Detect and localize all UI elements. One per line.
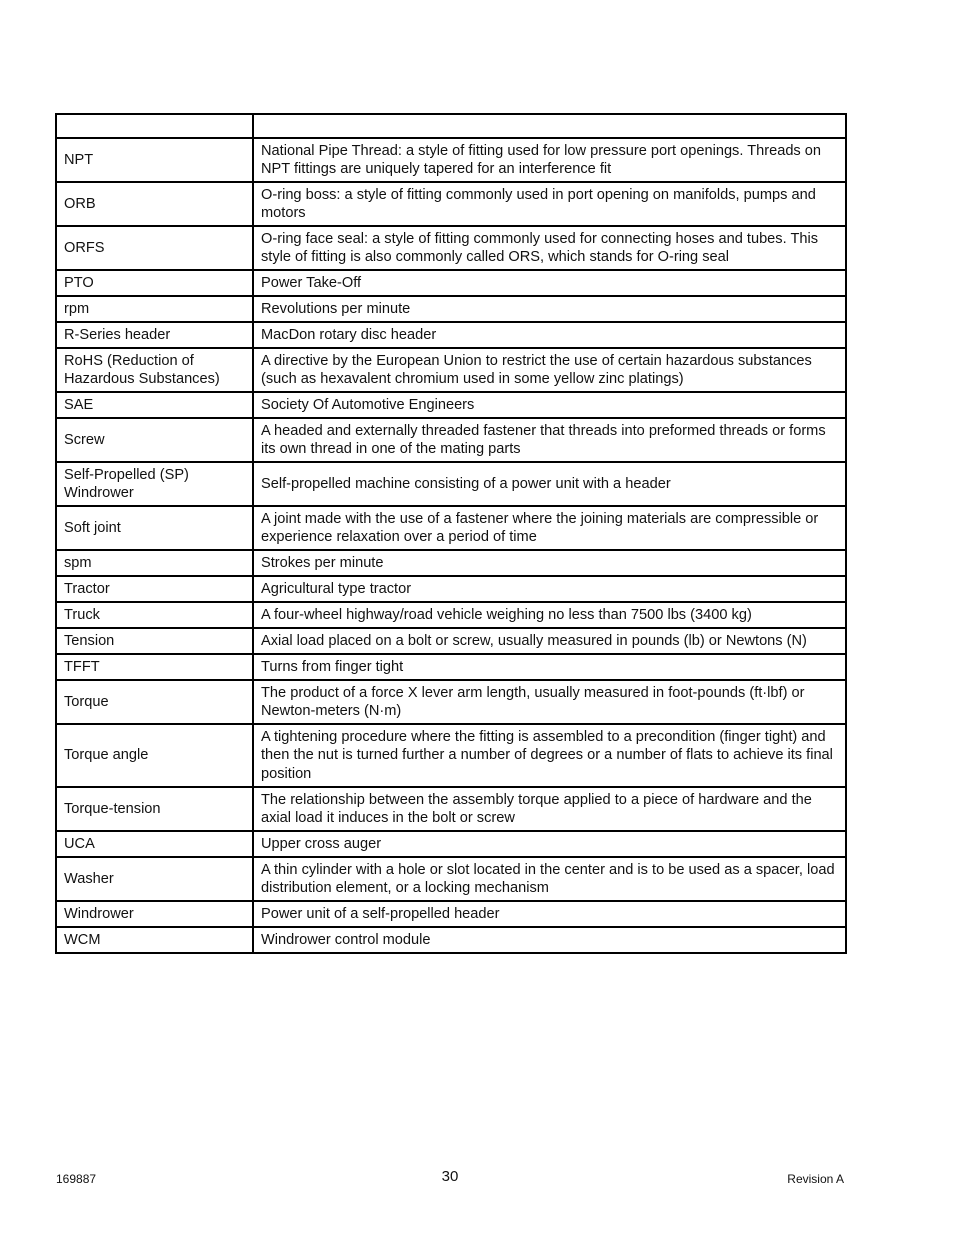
table-row [56, 322, 846, 348]
glossary-definition: The relationship between the assembly torque applied to a piece of hardware and the axial load it induces in the bolt or screw [253, 787, 846, 831]
glossary-term: Torque [56, 680, 253, 724]
glossary-definition: National Pipe Thread: a style of fitting used for low pressure port openings. Threads on NPT fittings are uniquely tapered for an interference fit [253, 138, 846, 182]
glossary-definition: A joint made with the use of a fastener where the joining materials are compressible or experience relaxation over a period of time [253, 506, 846, 550]
glossary-definition: A tightening procedure where the fitting is assembled to a precondition (finger tight) and then the nut is turned further a number of degrees or a number of flats to achieve its final position [253, 724, 846, 787]
glossary-term: UCA [56, 831, 253, 857]
table-row [56, 857, 846, 901]
glossary-definition: A thin cylinder with a hole or slot located in the center and is to be used as a spacer, load distribution element, or a locking mechanism [253, 857, 846, 901]
table-row [56, 654, 846, 680]
revision-label: Revision A [787, 1172, 844, 1186]
glossary-term: rpm [56, 296, 253, 322]
table-row [56, 724, 846, 787]
table-row [56, 927, 846, 953]
glossary-term: R-Series header [56, 322, 253, 348]
glossary-term: Tractor [56, 576, 253, 602]
glossary-term: Torque-tension [56, 787, 253, 831]
glossary-definition: The product of a force X lever arm length, usually measured in foot-pounds (ft·lbf) or Newton-meters (N·m) [253, 680, 846, 724]
glossary-definition: Turns from finger tight [253, 654, 846, 680]
glossary-term: ORFS [56, 226, 253, 270]
glossary-term: TFFT [56, 654, 253, 680]
term-column-header [56, 114, 253, 138]
glossary-table [55, 113, 847, 954]
glossary-term: Windrower [56, 901, 253, 927]
glossary-definition: Revolutions per minute [253, 296, 846, 322]
glossary-term: Screw [56, 418, 253, 462]
glossary-definition: Windrower control module [253, 927, 846, 953]
glossary-definition: Agricultural type tractor [253, 576, 846, 602]
glossary-definition: A headed and externally threaded fastener that threads into preformed threads or forms its own thread in one of the mating parts [253, 418, 846, 462]
table-row [56, 680, 846, 724]
glossary-definition: A four-wheel highway/road vehicle weighing no less than 7500 lbs (3400 kg) [253, 602, 846, 628]
glossary-term: Soft joint [56, 506, 253, 550]
table-row [56, 831, 846, 857]
table-row [56, 628, 846, 654]
table-row [56, 506, 846, 550]
glossary-definition: Power unit of a self-propelled header [253, 901, 846, 927]
glossary-term: Self-Propelled (SP) Windrower [56, 462, 253, 506]
glossary-term: ORB [56, 182, 253, 226]
table-row [56, 602, 846, 628]
table-row [56, 296, 846, 322]
glossary-definition: Axial load placed on a bolt or screw, usually measured in pounds (lb) or Newtons (N) [253, 628, 846, 654]
table-row [56, 576, 846, 602]
glossary-term: spm [56, 550, 253, 576]
glossary-definition: Self-propelled machine consisting of a power unit with a header [253, 462, 846, 506]
table-row [56, 138, 846, 182]
table-row [56, 182, 846, 226]
glossary-definition: A directive by the European Union to restrict the use of certain hazardous substances (such as hexavalent chromium used in some yellow zinc platings) [253, 348, 846, 392]
glossary-term: NPT [56, 138, 253, 182]
glossary-term: Truck [56, 602, 253, 628]
definition-column-header [253, 114, 846, 138]
table-row [56, 418, 846, 462]
glossary-definition: Strokes per minute [253, 550, 846, 576]
table-row [56, 226, 846, 270]
table-row [56, 550, 846, 576]
glossary-table-header [56, 114, 846, 138]
table-row [56, 462, 846, 506]
table-row [56, 787, 846, 831]
table-row [56, 348, 846, 392]
table-row [56, 270, 846, 296]
table-row [56, 392, 846, 418]
glossary-term: RoHS (Reduction of Hazardous Substances) [56, 348, 253, 392]
table-row [56, 901, 846, 927]
glossary-term: PTO [56, 270, 253, 296]
glossary-term: Tension [56, 628, 253, 654]
glossary-definition: O-ring boss: a style of fitting commonly used in port opening on manifolds, pumps and motors [253, 182, 846, 226]
glossary-definition: MacDon rotary disc header [253, 322, 846, 348]
glossary-table-body [56, 138, 846, 953]
glossary-definition: Society Of Automotive Engineers [253, 392, 846, 418]
page-number: 30 [441, 1168, 459, 1185]
header-row [56, 114, 846, 138]
glossary-term: SAE [56, 392, 253, 418]
document-number: 169887 [56, 1172, 97, 1186]
glossary-term: Torque angle [56, 724, 253, 787]
glossary-definition: Power Take-Off [253, 270, 846, 296]
glossary-term: Washer [56, 857, 253, 901]
glossary-definition: Upper cross auger [253, 831, 846, 857]
glossary-definition: O-ring face seal: a style of fitting commonly used for connecting hoses and tubes. This style of fitting is also commonly called ORS, which stands for O-ring seal [253, 226, 846, 270]
glossary-term: WCM [56, 927, 253, 953]
